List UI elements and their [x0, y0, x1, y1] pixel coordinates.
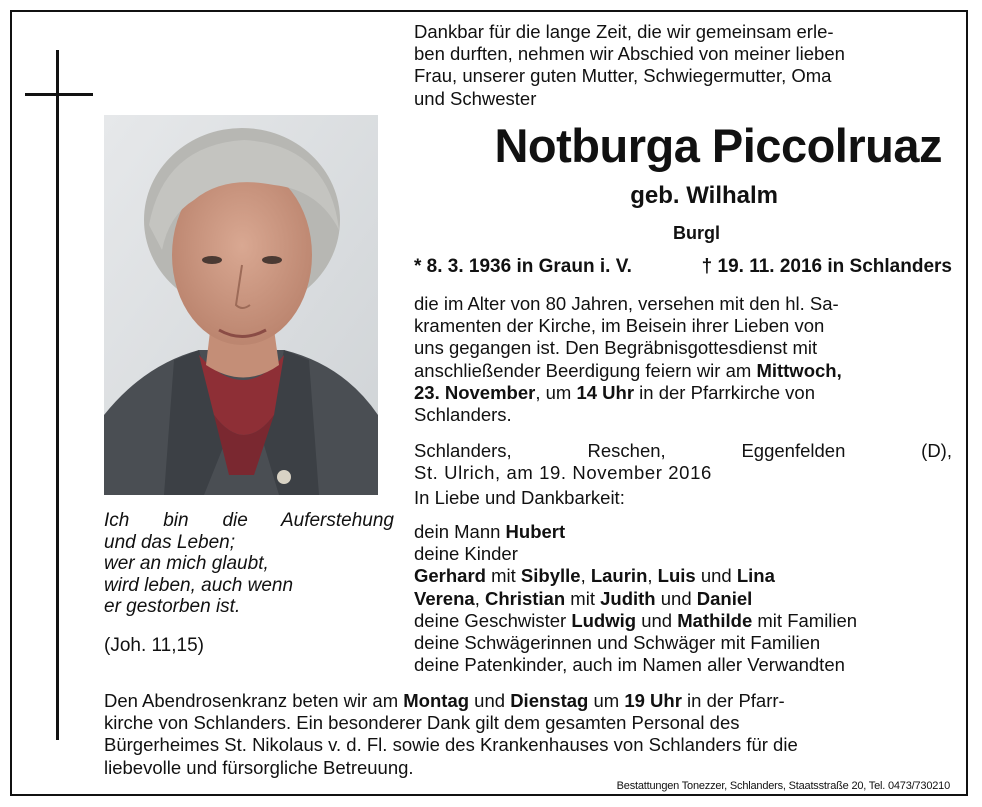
funeral-line: anschließender Beerdigung feiern wir am Mittwoch,	[414, 359, 842, 381]
mourner-line: deine Schwägerinnen und Schwäger mit Familien	[414, 632, 821, 654]
quote-reference: (Joh. 11,15)	[104, 635, 204, 656]
intro-line: Frau, unserer guten Mutter, Schwiegermutter, Oma	[414, 65, 832, 87]
birth-date: * 8. 3. 1936 in Graun i. V.	[414, 256, 632, 277]
bible-quote	[104, 510, 394, 618]
cross-icon	[56, 50, 59, 740]
place-line: St. Ulrich, am 19. November 2016	[414, 462, 712, 484]
intro-line: und Schwester	[414, 87, 537, 109]
mourner-line: deine Patenkinder, auch im Namen aller Verwandten	[414, 654, 845, 676]
mourner-line: deine Geschwister Ludwig und Mathilde mit Familien	[414, 609, 858, 631]
intro-line: Dankbar für die lange Zeit, die wir gemeinsam erle-	[414, 21, 834, 42]
quote-line: wird leben, auch wenn	[104, 574, 294, 596]
mourner-line: dein Mann Hubert	[414, 521, 566, 542]
mourner-line: Gerhard mit Sibylle, Laurin, Luis und Lina	[414, 565, 775, 587]
funeral-line: uns gegangen ist. Den Begräbnisgottesdienst mit	[414, 337, 818, 359]
quote-line: und das Leben;	[104, 531, 236, 553]
quote-line: er gestorben ist.	[104, 596, 241, 618]
quote-line: wer an mich glaubt,	[104, 553, 269, 575]
mourner-line: Verena, Christian mit Judith und Daniel	[414, 587, 753, 609]
rosary-line: Den Abendrosenkranz beten wir am Montag und Dienstag um 19 Uhr in der Pfarr-	[104, 690, 785, 711]
funeral-home-credit: Bestattungen Tonezzer, Schlanders, Staatsstraße 20, Tel. 0473/730210	[616, 780, 950, 792]
rosary-text	[104, 690, 952, 779]
funeral-line: die im Alter von 80 Jahren, versehen mit den hl. Sa-	[414, 293, 839, 314]
nickname: Burgl	[673, 223, 720, 243]
funeral-text	[414, 293, 952, 426]
deceased-name: Notburga Piccolruaz	[494, 119, 942, 172]
funeral-line: 23. November, um 14 Uhr in der Pfarrkirche von	[414, 381, 816, 403]
thanks-line: In Liebe und Dankbarkeit:	[414, 487, 625, 508]
intro-line: ben durften, nehmen wir Abschied von meiner lieben	[414, 43, 845, 65]
portrait-photo	[104, 115, 378, 495]
place-line: Schlanders, Reschen, Eggenfelden (D),	[414, 440, 952, 461]
cross-bar	[25, 93, 93, 96]
rosary-line: liebevolle und fürsorgliche Betreuung.	[104, 756, 414, 778]
death-date: † 19. 11. 2016 in Schlanders	[701, 256, 952, 277]
birth-name: geb. Wilhalm	[630, 182, 778, 209]
life-dates	[414, 256, 952, 278]
funeral-line: Schlanders.	[414, 404, 512, 426]
rosary-line: kirche von Schlanders. Ein besonderer Dank gilt dem gesamten Personal des	[104, 712, 740, 734]
rosary-line: Bürgerheimes St. Nikolaus v. d. Fl. sowie des Krankenhauses von Schlanders für die	[104, 734, 798, 756]
mourners-list	[414, 521, 952, 676]
place-and-date	[414, 440, 952, 484]
funeral-line: kramenten der Kirche, im Beisein ihrer Lieben von	[414, 315, 825, 337]
intro-text	[414, 21, 952, 110]
mourner-line: deine Kinder	[414, 543, 518, 565]
quote-line: Ich bin die Auferstehung	[104, 510, 394, 531]
